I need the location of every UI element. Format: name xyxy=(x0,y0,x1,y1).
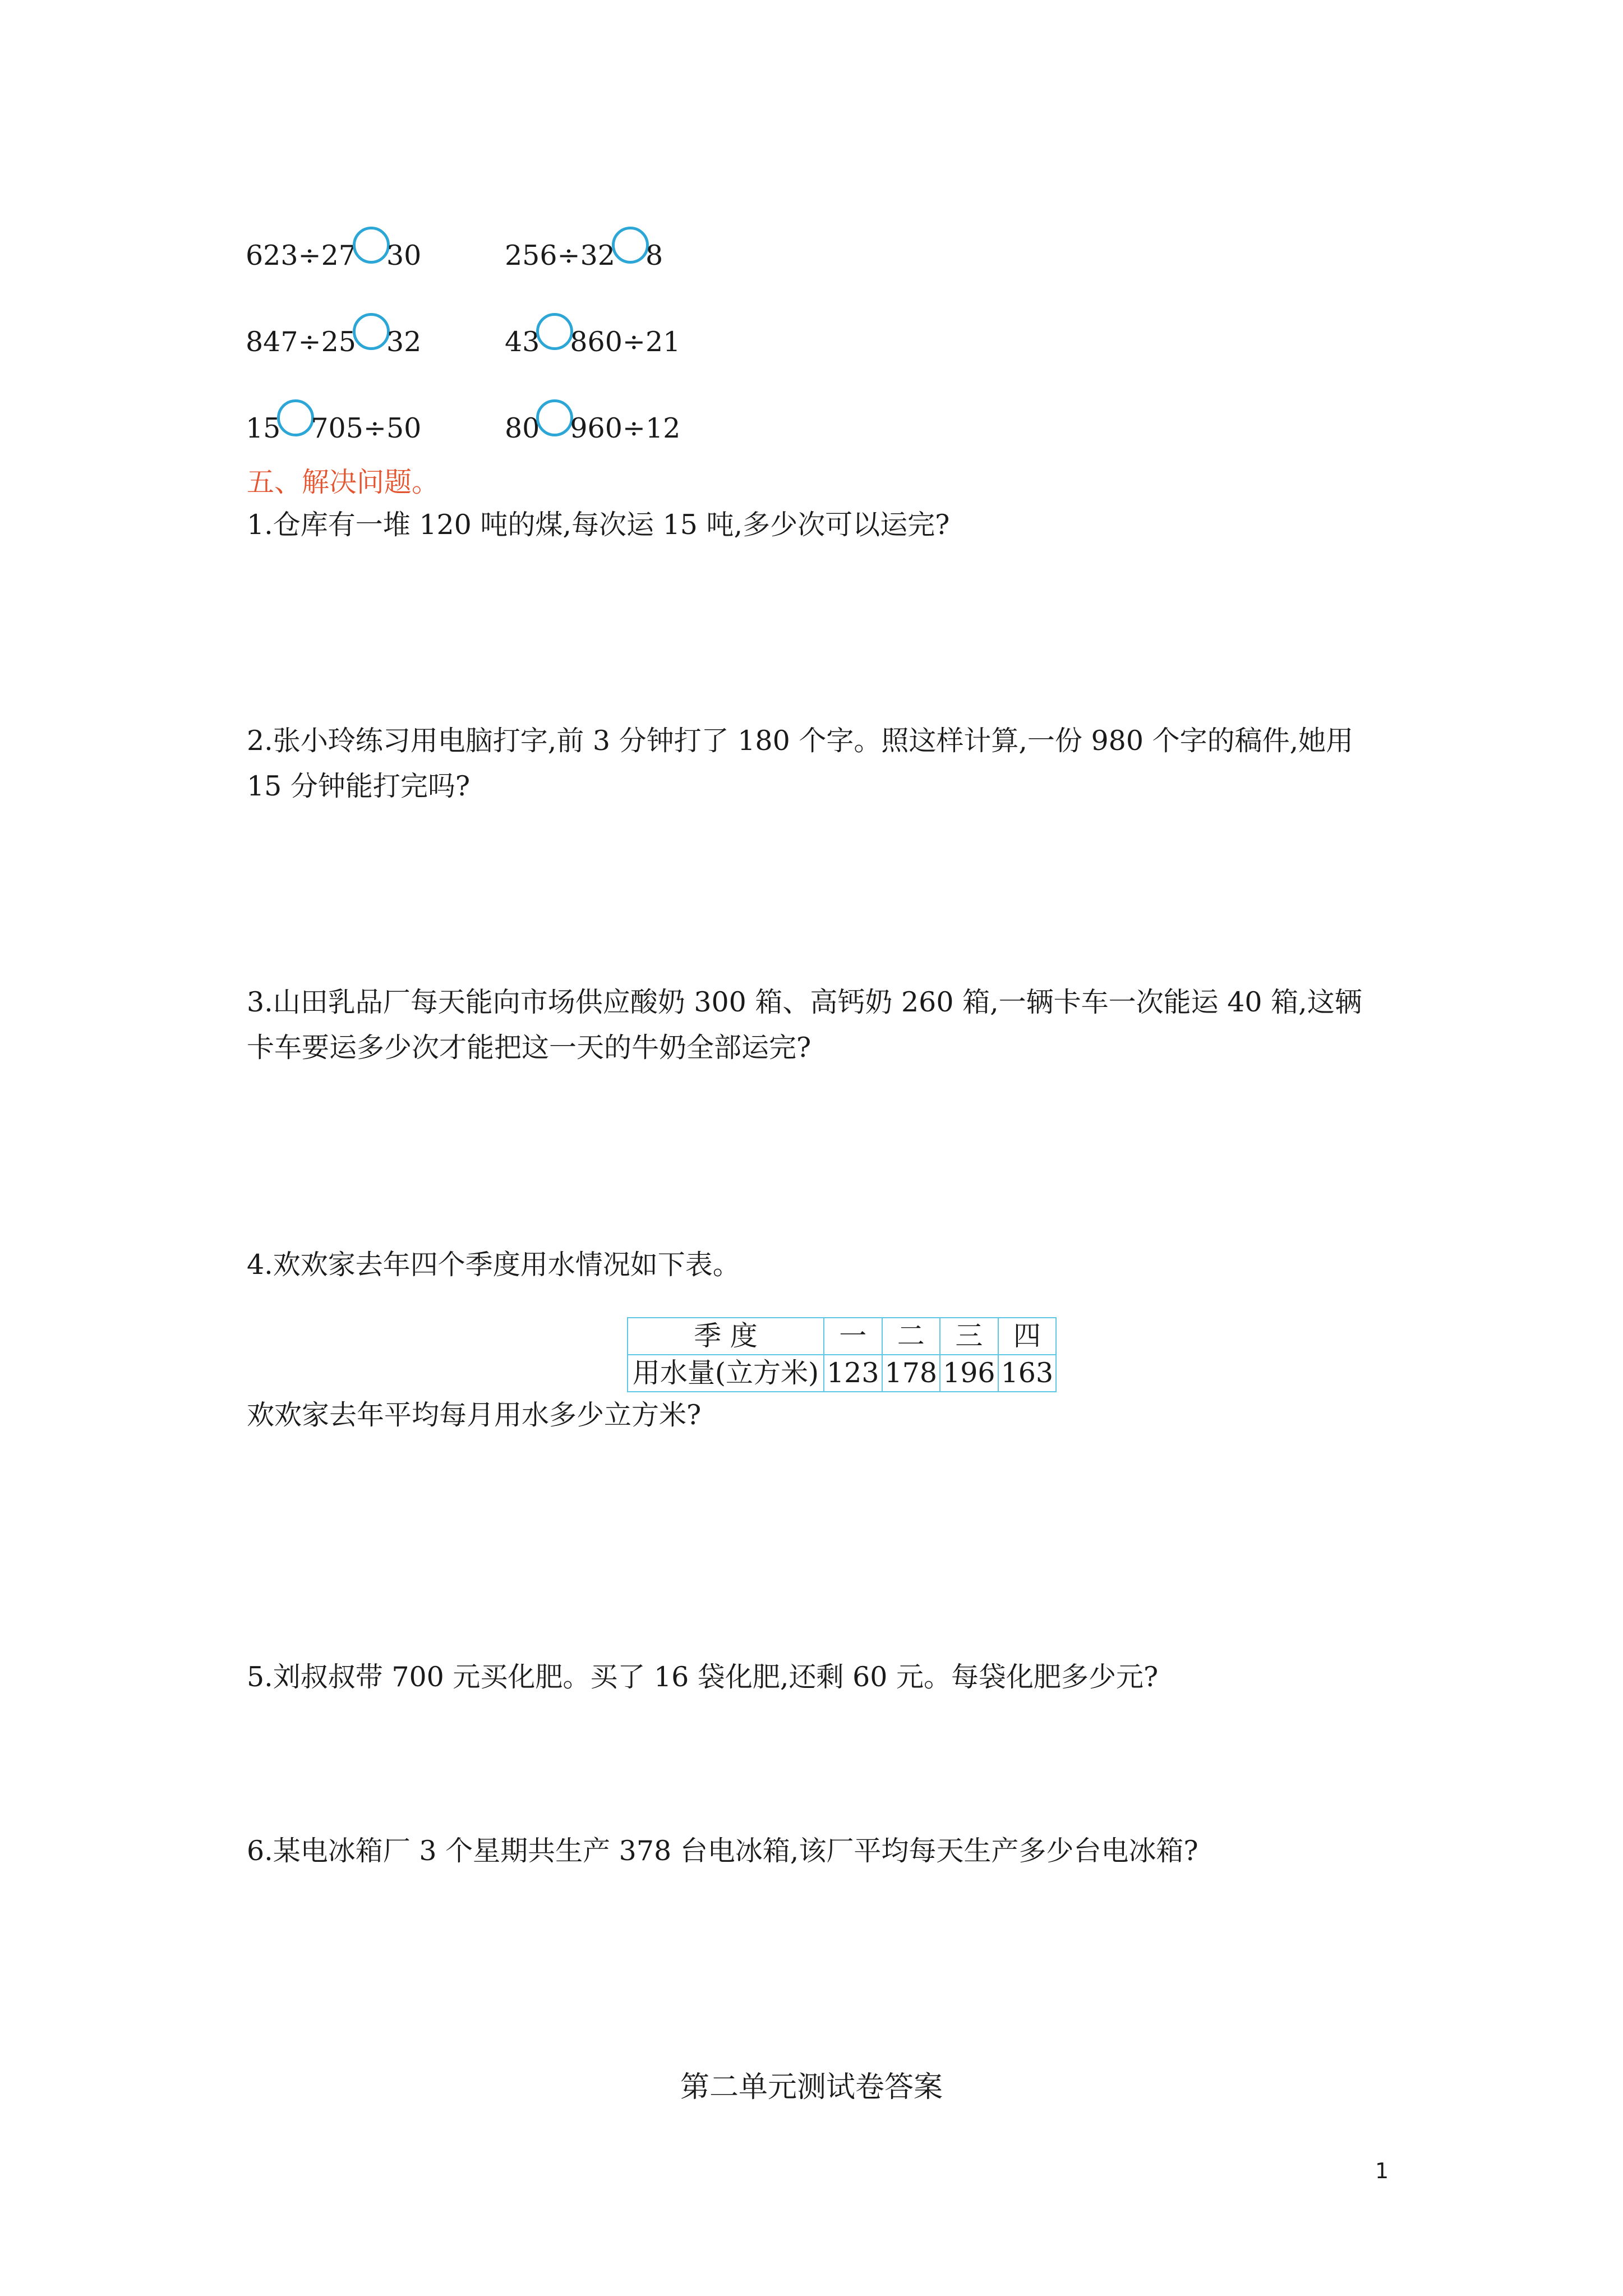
comparison-left: 80 xyxy=(505,412,540,444)
table-header-cell: 季 度 xyxy=(628,1318,824,1355)
answer-section-title: 第二单元测试卷答案 xyxy=(680,2070,943,2104)
comparison-left: 43 xyxy=(505,326,540,358)
comparison-left: 623÷27 xyxy=(246,240,356,272)
comparison-item xyxy=(505,399,680,445)
problem-4-question: 欢欢家去年平均每月用水多少立方米? xyxy=(247,1399,702,1431)
answer-circle[interactable] xyxy=(353,313,390,350)
table-cell: 163 xyxy=(998,1355,1057,1392)
table-cell: 196 xyxy=(940,1355,998,1392)
problem-2-line-1: 2.张小玲练习用电脑打字,前 3 分钟打了 180 个字。照这样计算,一份 980 个字的稿件,她用 xyxy=(247,725,1354,757)
comparison-left: 15 xyxy=(246,412,281,444)
comparison-item xyxy=(246,313,421,359)
problem-6: 6.某电冰箱厂 3 个星期共生产 378 台电冰箱,该厂平均每天生产多少台电冰箱? xyxy=(247,1835,1198,1867)
comparison-item xyxy=(505,313,680,359)
table-cell: 123 xyxy=(824,1355,882,1392)
problem-1: 1.仓库有一堆 120 吨的煤,每次运 15 吨,多少次可以运完? xyxy=(247,509,950,541)
answer-circle[interactable] xyxy=(536,399,573,436)
answer-circle[interactable] xyxy=(277,399,314,436)
table-header-cell: 一 xyxy=(824,1318,882,1355)
problem-4-intro: 4.欢欢家去年四个季度用水情况如下表。 xyxy=(247,1249,740,1281)
comparison-item xyxy=(246,227,421,273)
comparison-item xyxy=(505,227,663,273)
answer-circle[interactable] xyxy=(536,313,573,350)
comparison-right: 860÷21 xyxy=(570,326,681,358)
table-cell: 178 xyxy=(882,1355,940,1392)
water-usage-table xyxy=(627,1317,1057,1392)
comparison-right: 705÷50 xyxy=(311,412,422,444)
problem-3-line-1: 3.山田乳品厂每天能向市场供应酸奶 300 箱、高钙奶 260 箱,一辆卡车一次能运 40 箱,这辆 xyxy=(247,986,1362,1018)
answer-circle[interactable] xyxy=(612,227,649,264)
comparison-right: 32 xyxy=(386,326,422,358)
problem-5: 5.刘叔叔带 700 元买化肥。买了 16 袋化肥,还剩 60 元。每袋化肥多少元? xyxy=(247,1661,1159,1693)
table-header-row xyxy=(628,1318,1056,1355)
comparison-item xyxy=(246,399,421,445)
table-cell: 用水量(立方米) xyxy=(628,1355,824,1392)
problem-2-line-2: 15 分钟能打完吗? xyxy=(247,770,471,802)
table-header-cell: 二 xyxy=(882,1318,940,1355)
section-heading: 五、解决问题。 xyxy=(247,466,440,498)
page-number: 1 xyxy=(1375,2159,1389,2183)
comparison-right: 30 xyxy=(386,240,422,272)
problem-3-line-2: 卡车要运多少次才能把这一天的牛奶全部运完? xyxy=(247,1032,811,1064)
table-header-cell: 四 xyxy=(998,1318,1057,1355)
comparison-right: 8 xyxy=(645,240,663,272)
comparison-left: 847÷25 xyxy=(246,326,356,358)
comparison-left: 256÷32 xyxy=(505,240,615,272)
table-row xyxy=(628,1355,1056,1392)
answer-circle[interactable] xyxy=(353,227,390,264)
table-header-cell: 三 xyxy=(940,1318,998,1355)
comparison-right: 960÷12 xyxy=(570,412,681,444)
